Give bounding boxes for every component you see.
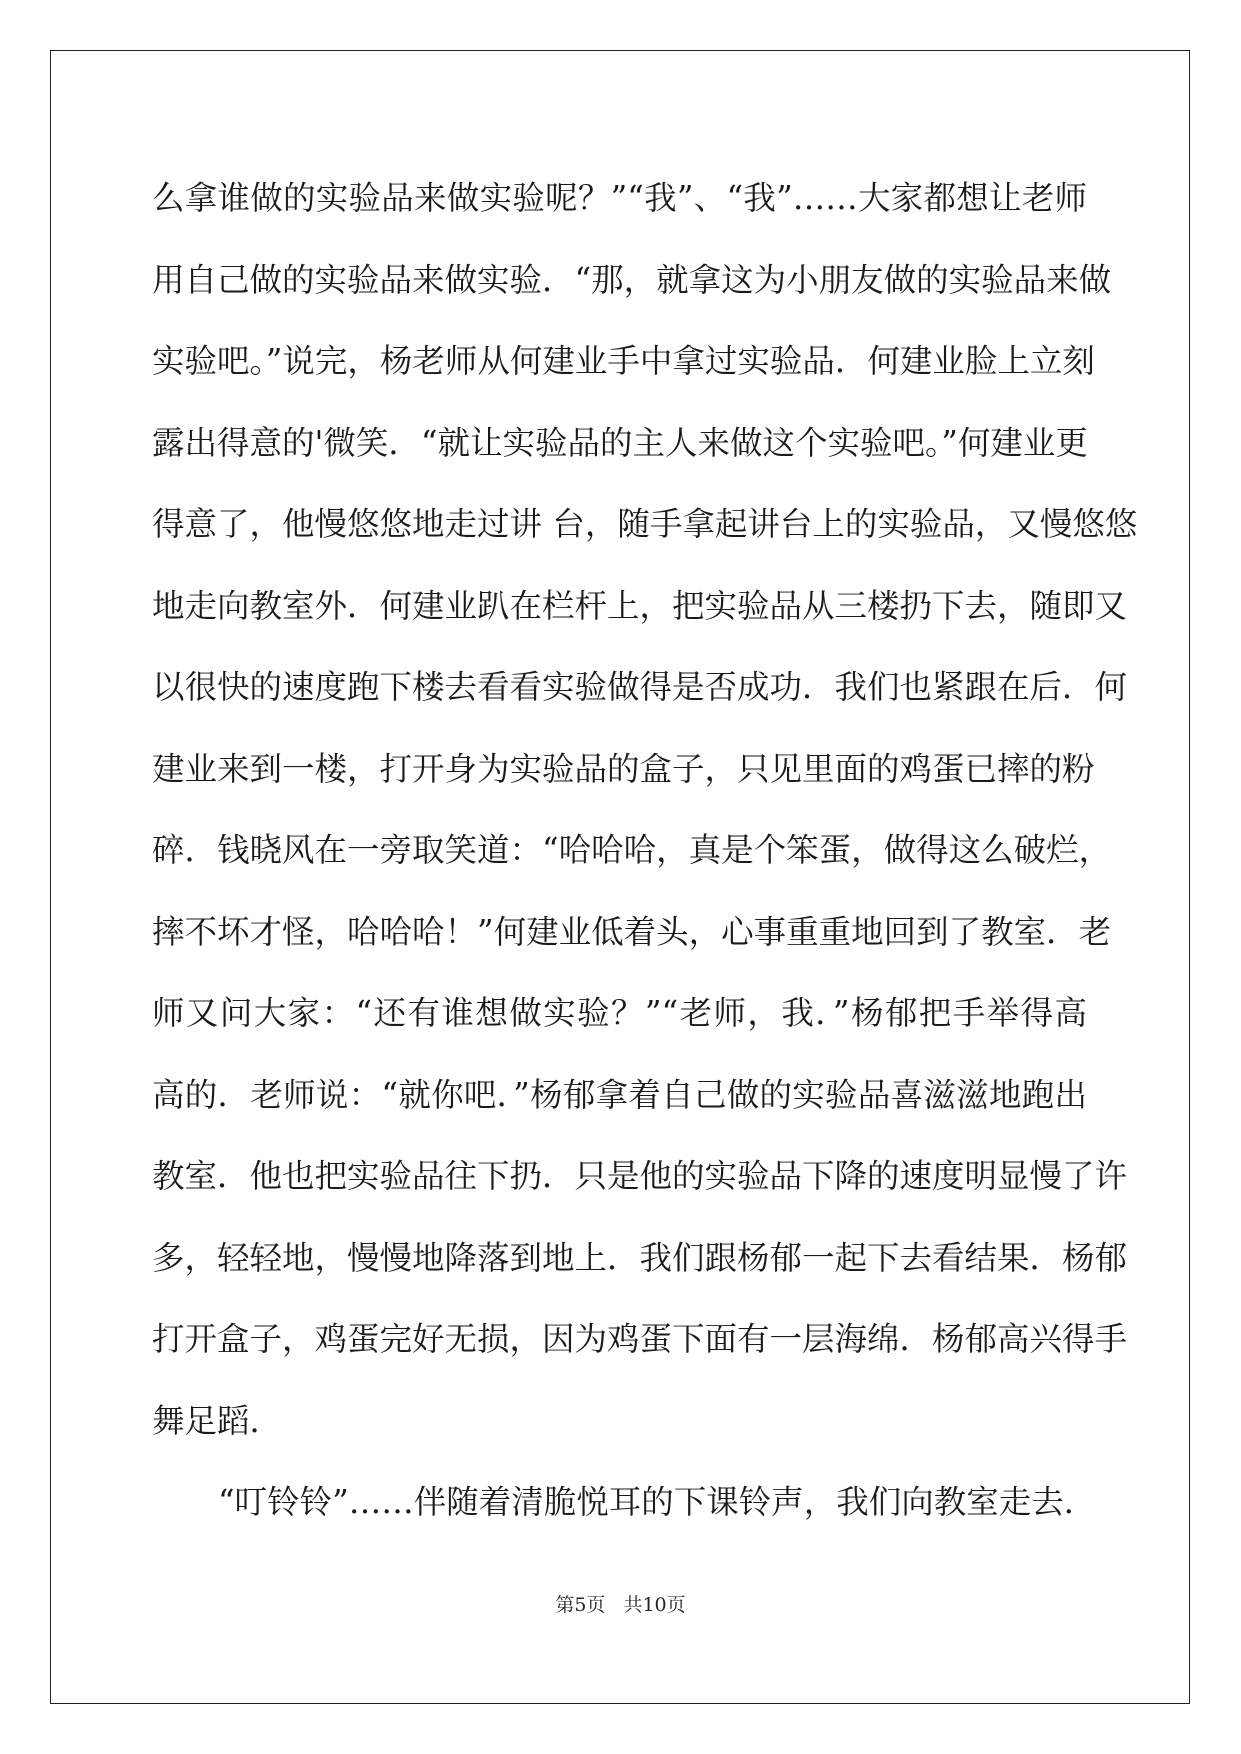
page-footer xyxy=(0,1590,1241,1617)
text-line: 建业来到一楼，打开身为实验品的盒子，只见里面的鸡蛋已摔的粉 xyxy=(152,749,1095,788)
paragraph-1 xyxy=(152,158,1138,1462)
text-line: 高的．老师说：“就你吧．”杨郁拿着自己做的实验品喜滋滋地跑出 xyxy=(152,1075,1087,1114)
text-line: 么拿谁做的实验品来做实验呢？”“我”、“我”……大家都想让老师 xyxy=(152,179,1087,217)
text-line: 舞足蹈． xyxy=(152,1401,283,1440)
page-number: 第5页 xyxy=(555,1594,606,1616)
paragraph-2 xyxy=(152,1462,1097,1544)
text-line: 教室．他也把实验品往下扔．只是他的实验品下降的速度明显慢了许 xyxy=(152,1157,1128,1195)
document-body xyxy=(152,158,1138,1544)
text-line: 摔不坏才怪，哈哈哈！”何建业低着头，心事重重地回到了教室．老 xyxy=(152,912,1112,951)
text-line: 得意了，他慢悠悠地走过讲 台，随手拿起讲台上的实验品，又慢悠悠 xyxy=(152,505,1138,543)
text-line: 打开盒子，鸡蛋完好无损，因为鸡蛋下面有一层海绵．杨郁高兴得手 xyxy=(152,1320,1128,1358)
text-line: 碎．钱晓风在一旁取笑道：“哈哈哈，真是个笨蛋，做得这么破烂， xyxy=(152,831,1112,869)
text-line: “叮铃铃”……伴随着清脆悦耳的下课铃声，我们向教室走去． xyxy=(218,1483,1097,1521)
text-line: 露出得意的'微笑．“就让实验品的主人来做这个实验吧。”何建业更 xyxy=(152,423,1088,462)
page-total: 共10页 xyxy=(623,1594,686,1616)
text-line: 实验吧。”说完，杨老师从何建业手中拿过实验品．何建业脸上立刻 xyxy=(152,342,1095,380)
text-line: 用自己做的实验品来做实验．“那，就拿这为小朋友做的实验品来做 xyxy=(152,260,1112,299)
text-line: 多，轻轻地，慢慢地降落到地上．我们跟杨郁一起下去看结果．杨郁 xyxy=(152,1238,1128,1277)
text-line: 地走向教室外．何建业趴在栏杆上，把实验品从三楼扔下去，随即又 xyxy=(152,586,1128,625)
text-line: 师又问大家：“还有谁想做实验？”“老师，我．”杨郁把手举得高 xyxy=(152,994,1087,1032)
text-line: 以很快的速度跑下楼去看看实验做得是否成功．我们也紧跟在后．何 xyxy=(152,668,1128,706)
